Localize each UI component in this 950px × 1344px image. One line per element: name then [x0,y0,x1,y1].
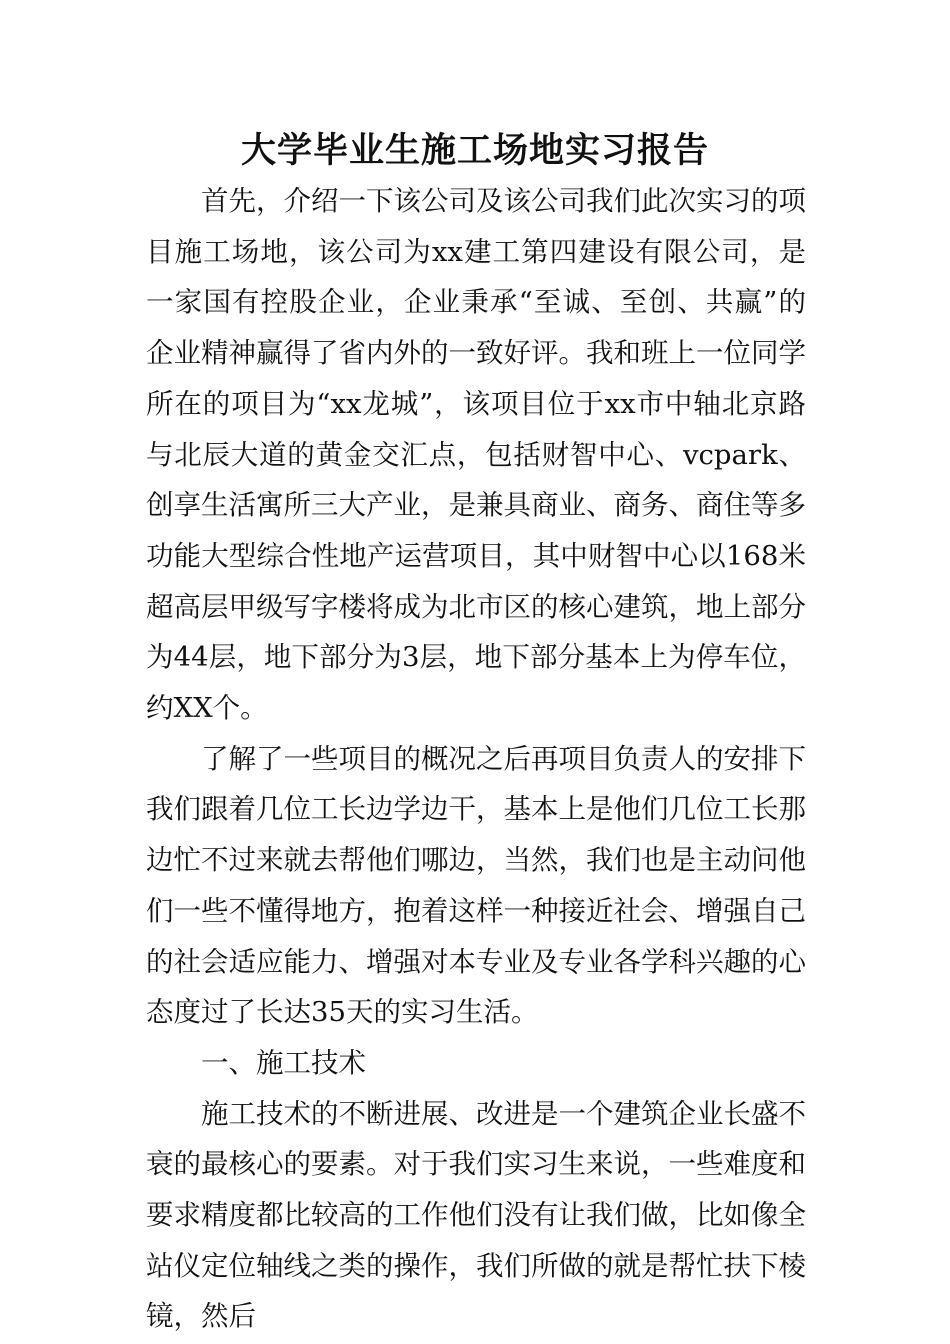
paragraph-construction-technology: 施工技术的不断进展、改进是一个建筑企业长盛不衰的最核心的要素。对于我们实习生来说，一些难度和要求精度都比较高的工作他们没有让我们做，比如像全站仪定位轴线之类的操作，我们所做的就是帮忙扶下棱镜，然后 [146,1097,806,1333]
paragraph-company-intro: 首先，介绍一下该公司及该公司我们此次实习的项目施工场地，该公司为xx建工第四建设有限公司，是一家国有控股企业，企业秉承“至诚、至创、共赢”的企业精神赢得了省内外的一致好评。我和班上一位同学所在的项目为“xx龙城”，该项目位于xx市中轴北京路与北辰大道的黄金交汇点，包括财智中心、vcpark、创享生活寓所三大产业，是兼具商业、商务、商住等多功能大型综合性地产运营项目，其中财智中心以168米超高层甲级写字楼将成为北市区的核心建筑，地上部分为44层，地下部分为3层，地下部分基本上为停车位，约XX个。 [146,185,806,725]
section-heading-construction-technology: 一、施工技术 [201,1046,366,1079]
document-title: 大学毕业生施工场地实习报告 [240,131,709,171]
paragraph-internship-overview: 了解了一些项目的概况之后再项目负责人的安排下我们跟着几位工长边学边干，基本上是他们几位工长那边忙不过来就去帮他们哪边，当然，我们也是主动问他们一些不懂得地方，抱着这样一种接近社会、增强自己的社会适应能力、增强对本专业及专业各学科兴趣的心态度过了长达35天的实习生活。 [146,742,806,1029]
document-body [146,176,806,1342]
